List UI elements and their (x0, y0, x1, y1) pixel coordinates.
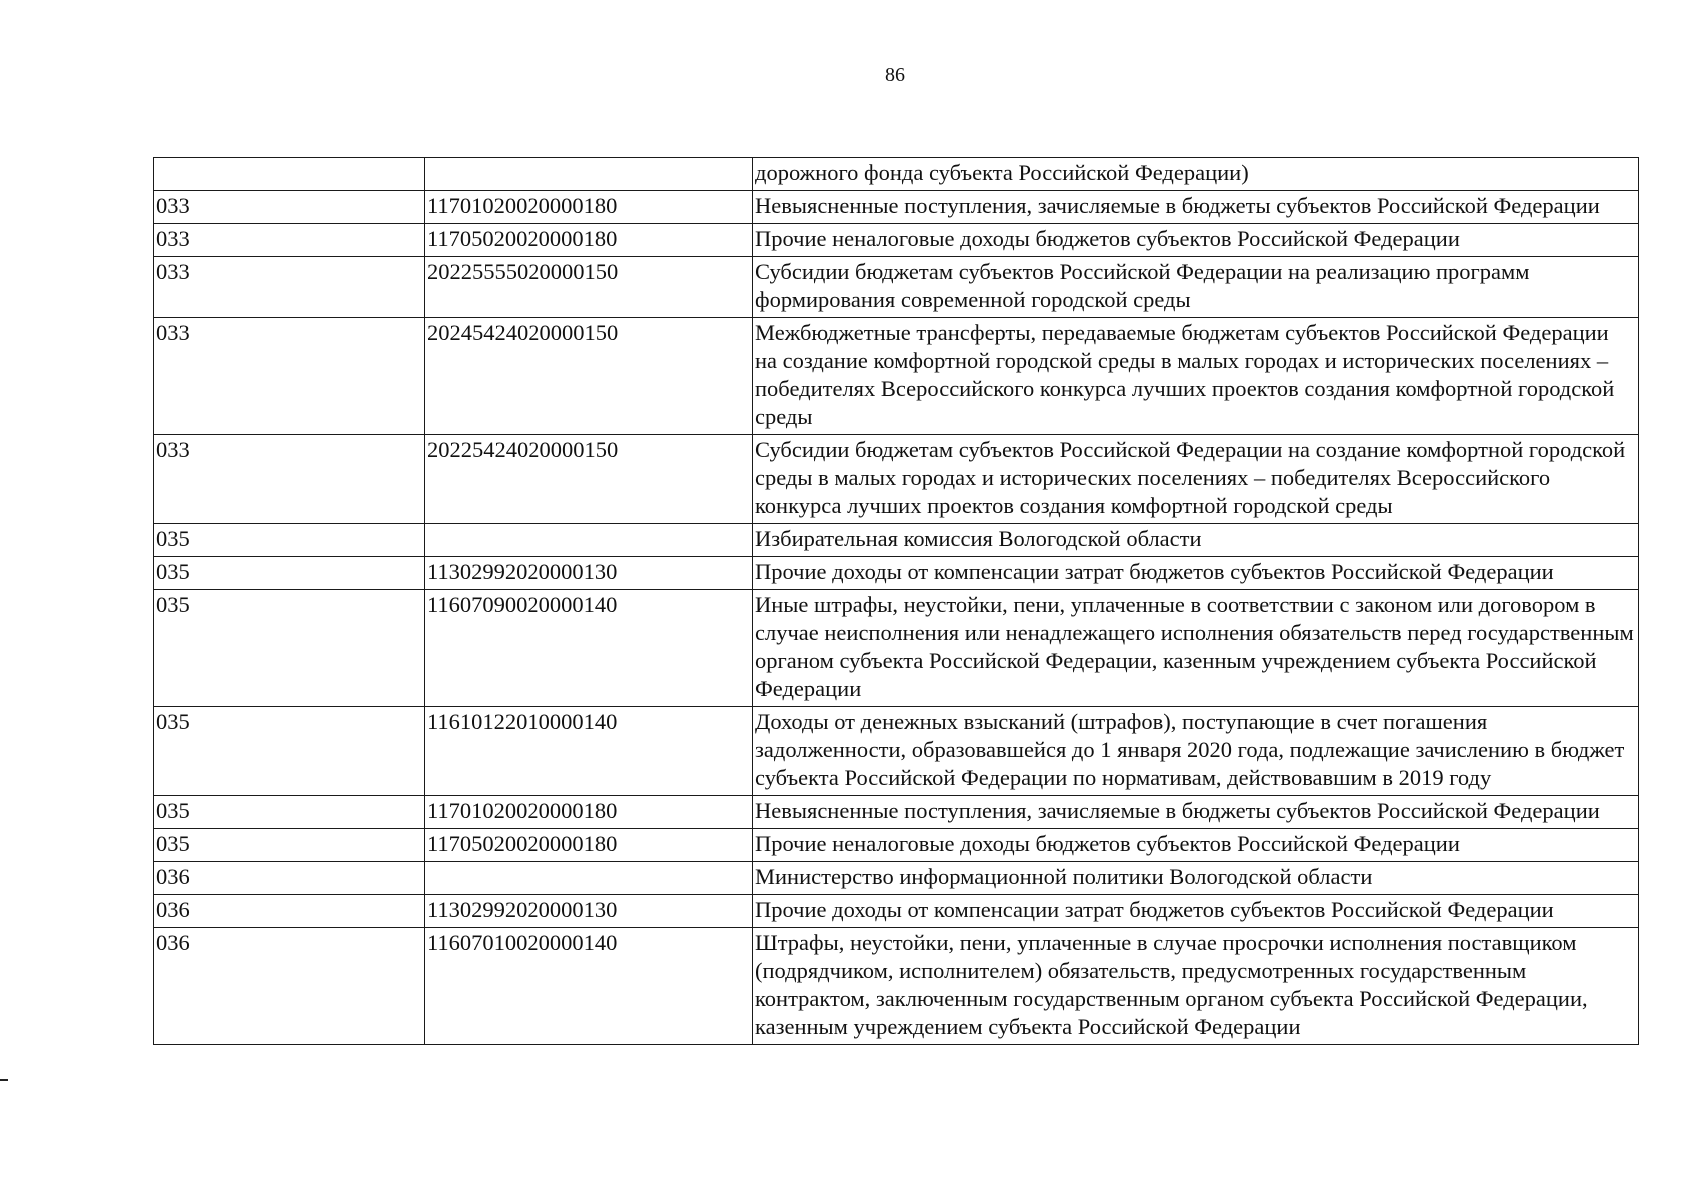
income-code-cell: 20245424020000150 (425, 318, 753, 435)
income-code-cell: 11302992020000130 (425, 895, 753, 928)
table-row (154, 191, 1639, 224)
admin-code-cell: 036 (154, 862, 425, 895)
income-name-cell: Прочие доходы от компенсации затрат бюджетов субъектов Российской Федерации (753, 895, 1639, 928)
income-name-cell: Межбюджетные трансферты, передаваемые бюджетам субъектов Российской Федерации на создание комфортной городской среды в малых городах и исторических поселениях – победителях Всероссийского конкурса лучших проектов создания комфортной городской среды (753, 318, 1639, 435)
income-name-cell: Субсидии бюджетам субъектов Российской Федерации на реализацию программ формирования современной городской среды (753, 257, 1639, 318)
table-row (154, 862, 1639, 895)
table-row (154, 224, 1639, 257)
income-code-cell: 11607090020000140 (425, 590, 753, 707)
income-name-cell: дорожного фонда субъекта Российской Федерации) (753, 158, 1639, 191)
table-row (154, 557, 1639, 590)
admin-code-cell: 036 (154, 928, 425, 1045)
table-row (154, 257, 1639, 318)
income-code-cell (425, 524, 753, 557)
admin-code-cell: 033 (154, 224, 425, 257)
table-row (154, 524, 1639, 557)
admin-code-cell: 035 (154, 590, 425, 707)
admin-code-cell: 033 (154, 191, 425, 224)
income-codes-table (153, 157, 1639, 1045)
admin-code-cell: 035 (154, 524, 425, 557)
table-row (154, 318, 1639, 435)
table-row (154, 829, 1639, 862)
income-name-cell: Прочие неналоговые доходы бюджетов субъектов Российской Федерации (753, 224, 1639, 257)
page-number: 86 (885, 64, 905, 86)
income-code-cell (425, 158, 753, 191)
admin-code-cell: 033 (154, 435, 425, 524)
table-row (154, 895, 1639, 928)
income-name-cell: Штрафы, неустойки, пени, уплаченные в случае просрочки исполнения поставщиком (подрядчиком, исполнителем) обязательств, предусмотренных государственным контрактом, заключенным государственным органом субъекта Российской Федерации, казенным учреждением субъекта Российской Федерации (753, 928, 1639, 1045)
income-name-cell: Прочие доходы от компенсации затрат бюджетов субъектов Российской Федерации (753, 557, 1639, 590)
income-name-cell: Доходы от денежных взысканий (штрафов), поступающие в счет погашения задолженности, образовавшейся до 1 января 2020 года, подлежащие зачислению в бюджет субъекта Российской Федерации по нормативам, действовавшим в 2019 году (753, 707, 1639, 796)
admin-code-cell: 036 (154, 895, 425, 928)
table-row (154, 928, 1639, 1045)
income-name-cell: Субсидии бюджетам субъектов Российской Федерации на создание комфортной городской среды в малых городах и исторических поселениях – победителях Всероссийского конкурса лучших проектов создания комфортной городской среды (753, 435, 1639, 524)
income-code-cell: 11701020020000180 (425, 191, 753, 224)
income-name-cell: Невыясненные поступления, зачисляемые в бюджеты субъектов Российской Федерации (753, 191, 1639, 224)
income-name-cell: Министерство информационной политики Вологодской области (753, 862, 1639, 895)
admin-code-cell: 035 (154, 557, 425, 590)
income-name-cell: Иные штрафы, неустойки, пени, уплаченные в соответствии с законом или договором в случае неисполнения или ненадлежащего исполнения обязательств перед государственным органом субъекта Российской Федерации, казенным учреждением субъекта Российской Федерации (753, 590, 1639, 707)
admin-code-cell: 033 (154, 318, 425, 435)
income-code-cell: 11607010020000140 (425, 928, 753, 1045)
income-name-cell: Прочие неналоговые доходы бюджетов субъектов Российской Федерации (753, 829, 1639, 862)
table-row (154, 590, 1639, 707)
table-row (154, 707, 1639, 796)
table-row (154, 158, 1639, 191)
income-code-cell: 20225424020000150 (425, 435, 753, 524)
admin-code-cell (154, 158, 425, 191)
income-code-cell: 11302992020000130 (425, 557, 753, 590)
admin-code-cell: 033 (154, 257, 425, 318)
admin-code-cell: 035 (154, 796, 425, 829)
table-row (154, 796, 1639, 829)
margin-mark (0, 1079, 8, 1081)
admin-code-cell: 035 (154, 829, 425, 862)
income-name-cell: Избирательная комиссия Вологодской области (753, 524, 1639, 557)
table-row (154, 435, 1639, 524)
admin-code-cell: 035 (154, 707, 425, 796)
income-code-cell: 11705020020000180 (425, 829, 753, 862)
income-code-cell (425, 862, 753, 895)
income-code-cell: 20225555020000150 (425, 257, 753, 318)
income-name-cell: Невыясненные поступления, зачисляемые в бюджеты субъектов Российской Федерации (753, 796, 1639, 829)
income-code-cell: 11705020020000180 (425, 224, 753, 257)
income-code-cell: 11610122010000140 (425, 707, 753, 796)
income-code-cell: 11701020020000180 (425, 796, 753, 829)
